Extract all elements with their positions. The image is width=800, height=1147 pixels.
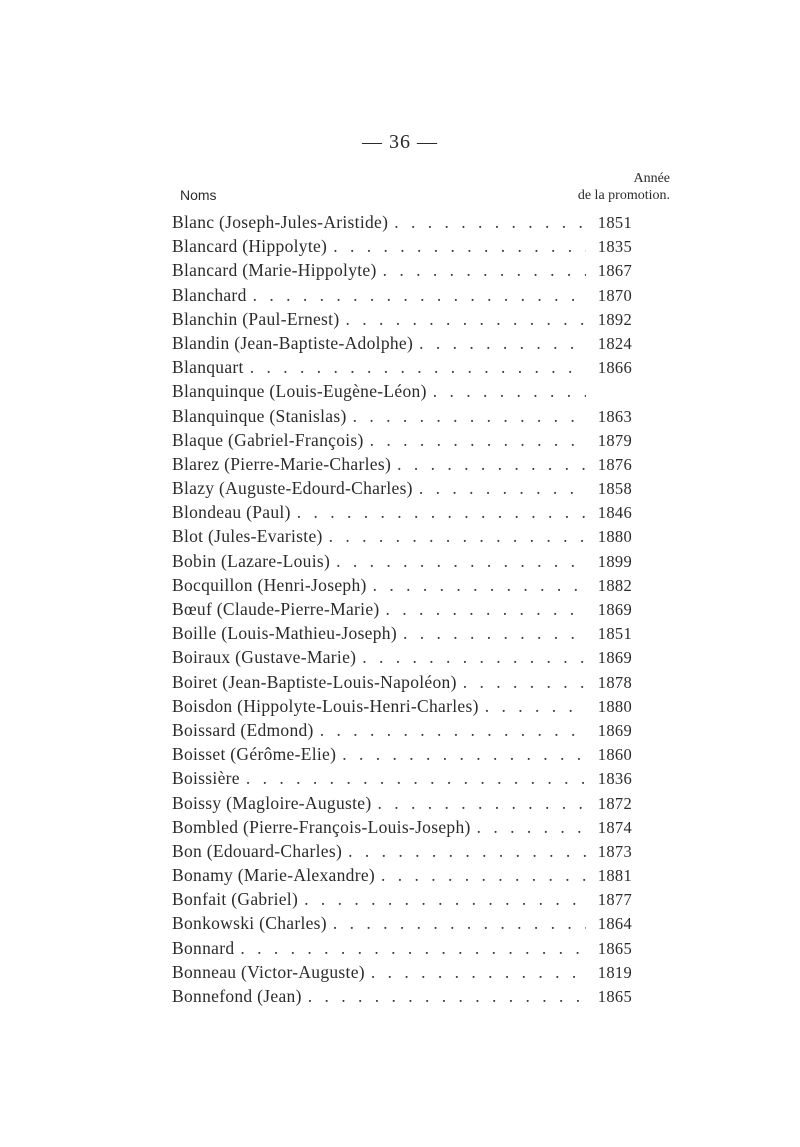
dot-leader	[253, 285, 586, 306]
entry-name: Boiret (Jean-Baptiste-Louis-Napoléon)	[172, 671, 457, 692]
entry-name: Boissy (Magloire-Auguste)	[172, 792, 372, 813]
dot-leader	[336, 551, 586, 572]
list-item	[172, 720, 632, 744]
entry-year: 1880	[597, 527, 632, 547]
list-item	[172, 551, 632, 575]
list-item	[172, 478, 632, 502]
entry-name: Bonamy (Marie-Alexandre)	[172, 865, 376, 886]
entry-name: Bobin (Lazare-Louis)	[172, 550, 331, 571]
list-item	[172, 938, 632, 962]
entry-name: Blandin (Jean-Baptiste-Adolphe)	[172, 332, 414, 353]
dot-leader	[240, 938, 586, 959]
entry-year: 1892	[597, 309, 632, 329]
entry-name: Blondeau (Paul)	[172, 502, 291, 523]
dot-leader	[419, 478, 586, 499]
entry-year: 1879	[597, 430, 632, 450]
entry-name: Boissière	[172, 768, 240, 789]
entry-name: Blazy (Auguste-Edourd-Charles)	[172, 478, 413, 499]
list-item	[172, 575, 632, 599]
column-header-names: Noms	[180, 187, 217, 203]
dot-leader	[250, 357, 586, 378]
entry-year: 1851	[597, 624, 632, 644]
list-item	[172, 381, 632, 405]
entry-name: Bocquillon (Henri-Joseph)	[172, 574, 367, 595]
dot-leader	[381, 865, 586, 886]
entry-year: 1877	[597, 890, 632, 910]
entry-year: 1863	[597, 406, 632, 426]
entry-name: Blarez (Pierre-Marie-Charles)	[172, 453, 392, 474]
dot-leader	[308, 986, 586, 1007]
dot-leader	[362, 647, 586, 668]
list-item	[172, 260, 632, 284]
entry-name: Bon (Edouard-Charles)	[172, 840, 343, 861]
dot-leader	[463, 672, 586, 693]
list-item	[172, 285, 632, 309]
list-item	[172, 768, 632, 792]
entry-name: Boisset (Gérôme-Elie)	[172, 744, 337, 765]
dot-leader	[371, 962, 586, 983]
entry-name: Bonnefond (Jean)	[172, 986, 302, 1006]
dot-leader	[246, 768, 586, 789]
list-item	[172, 599, 632, 623]
entry-name: Boille (Louis-Mathieu-Joseph)	[172, 623, 397, 644]
dot-leader	[333, 236, 586, 257]
column-header-year-line2: de la promotion.	[577, 188, 670, 203]
entry-year: 1865	[597, 938, 632, 958]
entry-name: Blancard (Hippolyte)	[172, 236, 328, 257]
entry-year: 1869	[597, 720, 632, 740]
dot-leader	[394, 212, 586, 233]
entry-year: 1869	[597, 600, 632, 619]
entry-year: 1865	[597, 987, 632, 1006]
dot-leader	[320, 720, 586, 741]
dot-leader	[403, 623, 586, 644]
dot-leader	[373, 575, 586, 596]
entry-name: Blanquinque (Louis-Eugène-Léon)	[172, 381, 427, 402]
entry-name: Blaque (Gabriel-François)	[172, 429, 364, 450]
entry-year: 1836	[597, 769, 632, 789]
entry-year: 1867	[597, 261, 632, 281]
entry-year: 1872	[597, 793, 632, 813]
entry-name: Bonnard	[172, 937, 235, 958]
dot-leader	[353, 406, 586, 427]
dot-leader	[329, 526, 586, 547]
list-item	[172, 357, 632, 381]
list-item	[172, 502, 632, 526]
list-item	[172, 817, 632, 841]
dot-leader	[419, 333, 586, 354]
entry-year: 1866	[597, 358, 632, 378]
dot-leader	[386, 599, 586, 620]
page-number: — 36 —	[362, 131, 438, 153]
list-item	[172, 865, 632, 889]
entry-year: 1851	[597, 213, 632, 232]
entry-year: 1881	[597, 866, 632, 886]
entry-year: 1860	[597, 745, 632, 765]
entry-year: 1869	[597, 648, 632, 668]
list-item	[172, 841, 632, 865]
dot-leader	[383, 260, 586, 281]
list-item	[172, 430, 632, 454]
dot-leader	[342, 744, 586, 765]
entry-name: Boiraux (Gustave-Marie)	[172, 647, 357, 668]
list-item	[172, 793, 632, 817]
dot-leader	[333, 913, 586, 934]
entry-name: Boissard (Edmond)	[172, 719, 314, 740]
entry-name: Blanquinque (Stanislas)	[172, 405, 347, 426]
list-item	[172, 236, 632, 260]
entry-year: 1846	[597, 503, 632, 523]
dot-leader	[378, 793, 587, 814]
entry-year: 1878	[597, 672, 632, 692]
entry-year: 1899	[597, 551, 632, 571]
list-item	[172, 333, 632, 357]
entry-year: 1819	[597, 962, 632, 982]
list-item	[172, 672, 632, 696]
dot-leader	[345, 309, 586, 330]
entry-name: Bœuf (Claude-Pierre-Marie)	[172, 599, 380, 619]
list-item	[172, 454, 632, 478]
dot-leader	[370, 430, 586, 451]
entry-name: Blancard (Marie-Hippolyte)	[172, 260, 377, 281]
entry-year: 1824	[597, 333, 632, 353]
name-list	[172, 212, 632, 1010]
column-header-year	[520, 170, 670, 204]
column-header-year-line1: Année	[633, 171, 670, 186]
entry-name: Bombled (Pierre-François-Louis-Joseph)	[172, 816, 471, 837]
entry-year: 1873	[597, 841, 632, 861]
list-item	[172, 212, 632, 236]
entry-name: Bonkowski (Charles)	[172, 913, 327, 934]
entry-year: 1864	[597, 914, 632, 934]
list-item	[172, 309, 632, 333]
dot-leader	[348, 841, 586, 862]
entry-name: Blot (Jules-Evariste)	[172, 526, 323, 547]
dot-leader	[485, 696, 586, 717]
list-item	[172, 647, 632, 671]
dot-leader	[304, 889, 586, 910]
entry-year: 1870	[597, 285, 632, 305]
list-item	[172, 526, 632, 550]
entry-name: Blanquart	[172, 357, 244, 378]
list-item	[172, 744, 632, 768]
dot-leader	[297, 502, 586, 523]
entry-year: 1874	[597, 817, 632, 837]
list-item	[172, 962, 632, 986]
entry-year: 1880	[597, 696, 632, 716]
entry-name: Boisdon (Hippolyte-Louis-Henri-Charles)	[172, 695, 479, 716]
entry-name: Blanchard	[172, 284, 247, 305]
list-item	[172, 986, 632, 1010]
list-item	[172, 406, 632, 430]
dot-leader	[397, 454, 586, 475]
dot-leader	[477, 817, 586, 838]
entry-name: Blanchin (Paul-Ernest)	[172, 308, 340, 329]
list-item	[172, 889, 632, 913]
list-item	[172, 913, 632, 937]
dot-leader	[433, 381, 586, 402]
entry-name: Bonfait (Gabriel)	[172, 889, 299, 910]
entry-name: Bonneau (Victor-Auguste)	[172, 961, 365, 982]
entry-year: 1876	[597, 454, 632, 474]
entry-year: 1882	[597, 575, 632, 595]
entry-name: Blanc (Joseph-Jules-Aristide)	[172, 212, 389, 232]
list-item	[172, 623, 632, 647]
entry-year: 1835	[597, 237, 632, 257]
list-item	[172, 696, 632, 720]
entry-year: 1858	[597, 479, 632, 499]
